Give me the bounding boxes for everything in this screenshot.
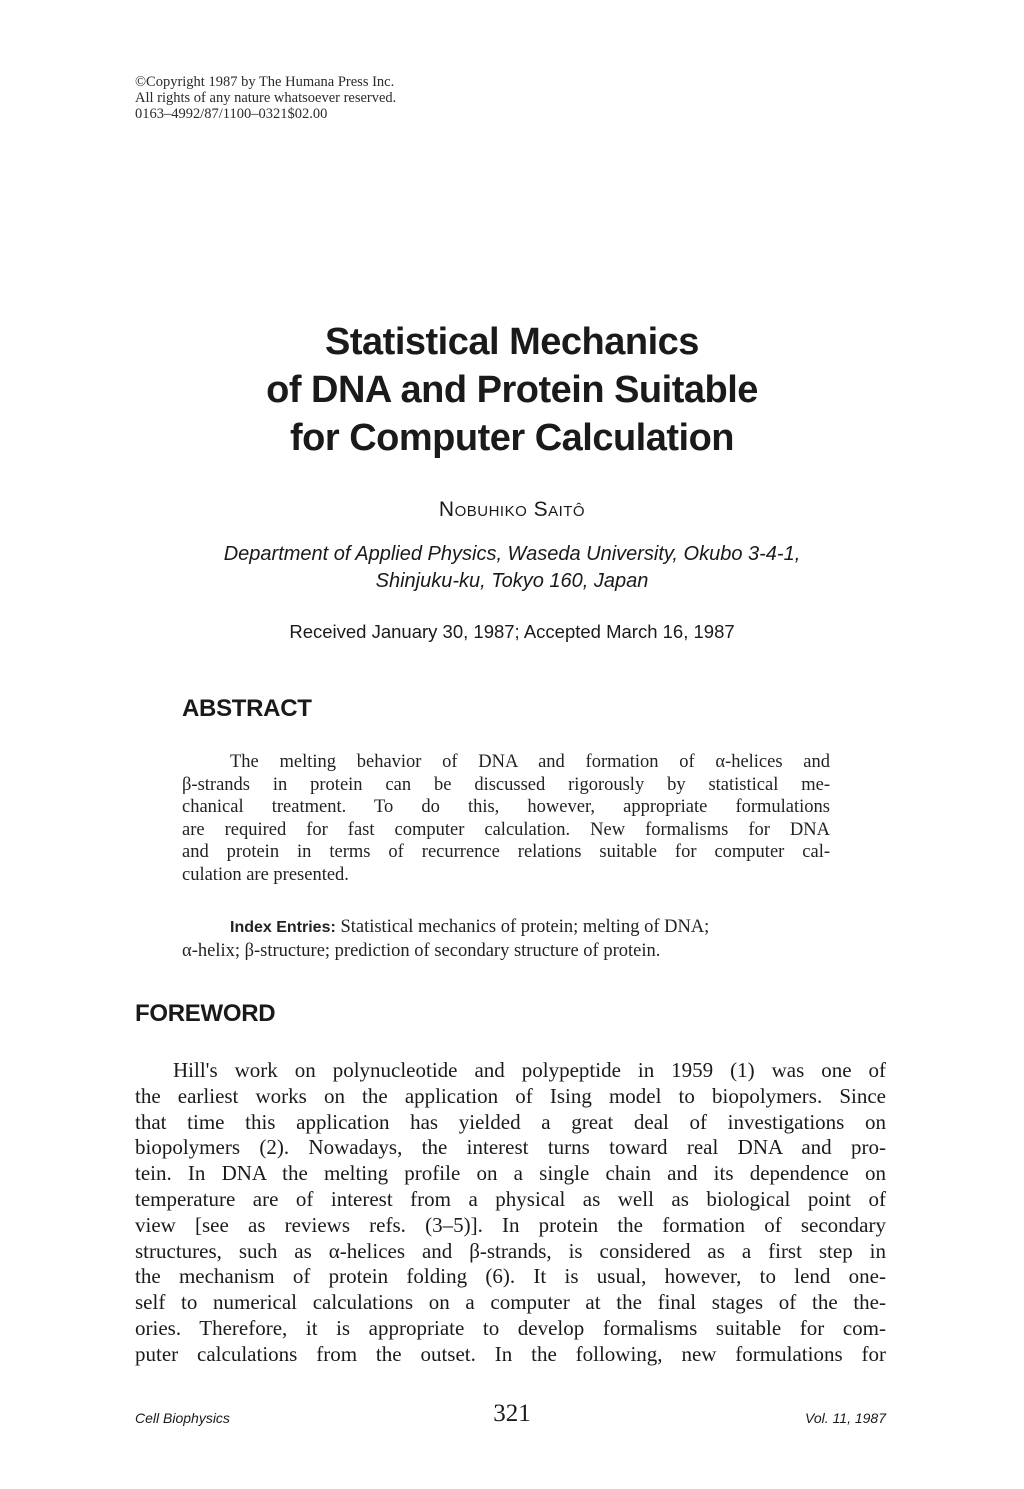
title-line: of DNA and Protein Suitable — [266, 369, 758, 411]
volume-info: Vol. 11, 1987 — [805, 1410, 886, 1426]
title-line: Statistical Mechanics — [325, 321, 699, 363]
index-entries-label: Index Entries: — [230, 919, 336, 936]
abstract-line: The melting behavior of DNA and formation of α-helices and — [230, 752, 830, 772]
article-title — [0, 318, 1024, 462]
received-dates: Received January 30, 1987; Accepted March 16, 1987 — [289, 621, 735, 642]
abstract-line: chanical treatment. To do this, however, appropriate formulations — [182, 797, 830, 817]
foreword-line: tein. In DNA the melting profile on a single chain and its dependence on — [135, 1161, 886, 1186]
foreword-heading: FOREWORD — [135, 1000, 276, 1027]
author-affiliation — [0, 541, 1024, 595]
foreword-line: temperature are of interest from a physical as well as biological point of — [135, 1186, 886, 1211]
affiliation-line: Department of Applied Physics, Waseda University, Okubo 3-4-1, — [223, 543, 801, 565]
foreword-line: biopolymers (2). Nowadays, the interest turns toward real DNA and pro- — [135, 1135, 886, 1160]
abstract-body — [182, 751, 830, 886]
journal-name: Cell Biophysics — [135, 1410, 230, 1426]
foreword-body — [135, 1058, 886, 1368]
page-number: 321 — [493, 1400, 531, 1427]
index-entries-text: Statistical mechanics of protein; melting of DNA; — [340, 917, 710, 937]
abstract-line: and protein in terms of recurrence relations suitable for computer cal- — [182, 842, 830, 862]
foreword-line: structures, such as α-helices and β-strands, is considered as a first step in — [135, 1238, 886, 1263]
foreword-line: the mechanism of protein folding (6). It is usual, however, to lend one- — [135, 1264, 886, 1289]
foreword-line: self to numerical calculations on a computer at the final stages of the the- — [135, 1290, 886, 1315]
foreword-line: puter calculations from the outset. In the following, new formulations for — [135, 1341, 886, 1366]
abstract-line: β-strands in protein can be discussed rigorously by statistical me- — [182, 774, 830, 795]
copyright-notice — [135, 74, 396, 122]
abstract-line: are required for fast computer calculation. New formalisms for DNA — [182, 819, 830, 840]
abstract-line: culation are presented. — [182, 864, 349, 885]
index-line: α-helix; β-structure; prediction of secondary structure of protein. — [182, 940, 661, 961]
foreword-line: Hill's work on polynucleotide and polypeptide in 1959 (1) was one of — [173, 1058, 886, 1082]
affiliation-line: Shinjuku-ku, Tokyo 160, Japan — [375, 570, 649, 592]
foreword-line: that time this application has yielded a great deal of investigations on — [135, 1109, 886, 1134]
author-name: Nobuhiko Saitô — [438, 498, 586, 521]
foreword-line: the earliest works on the application of Ising model to biopolymers. Since — [135, 1083, 886, 1108]
abstract-heading: ABSTRACT — [182, 695, 312, 722]
copyright-line: ©Copyright 1987 by The Humana Press Inc. — [135, 74, 395, 90]
issn-line: 0163–4992/87/1100–0321$02.00 — [135, 106, 328, 122]
index-entries — [182, 916, 830, 962]
rights-line: All rights of any nature whatsoever reserved. — [135, 90, 397, 106]
foreword-line: view [see as reviews refs. (3–5)]. In protein the formation of secondary — [135, 1212, 886, 1237]
foreword-line: ories. Therefore, it is appropriate to develop formalisms suitable for com- — [135, 1315, 886, 1340]
index-line — [182, 916, 830, 940]
title-line: for Computer Calculation — [289, 417, 735, 459]
